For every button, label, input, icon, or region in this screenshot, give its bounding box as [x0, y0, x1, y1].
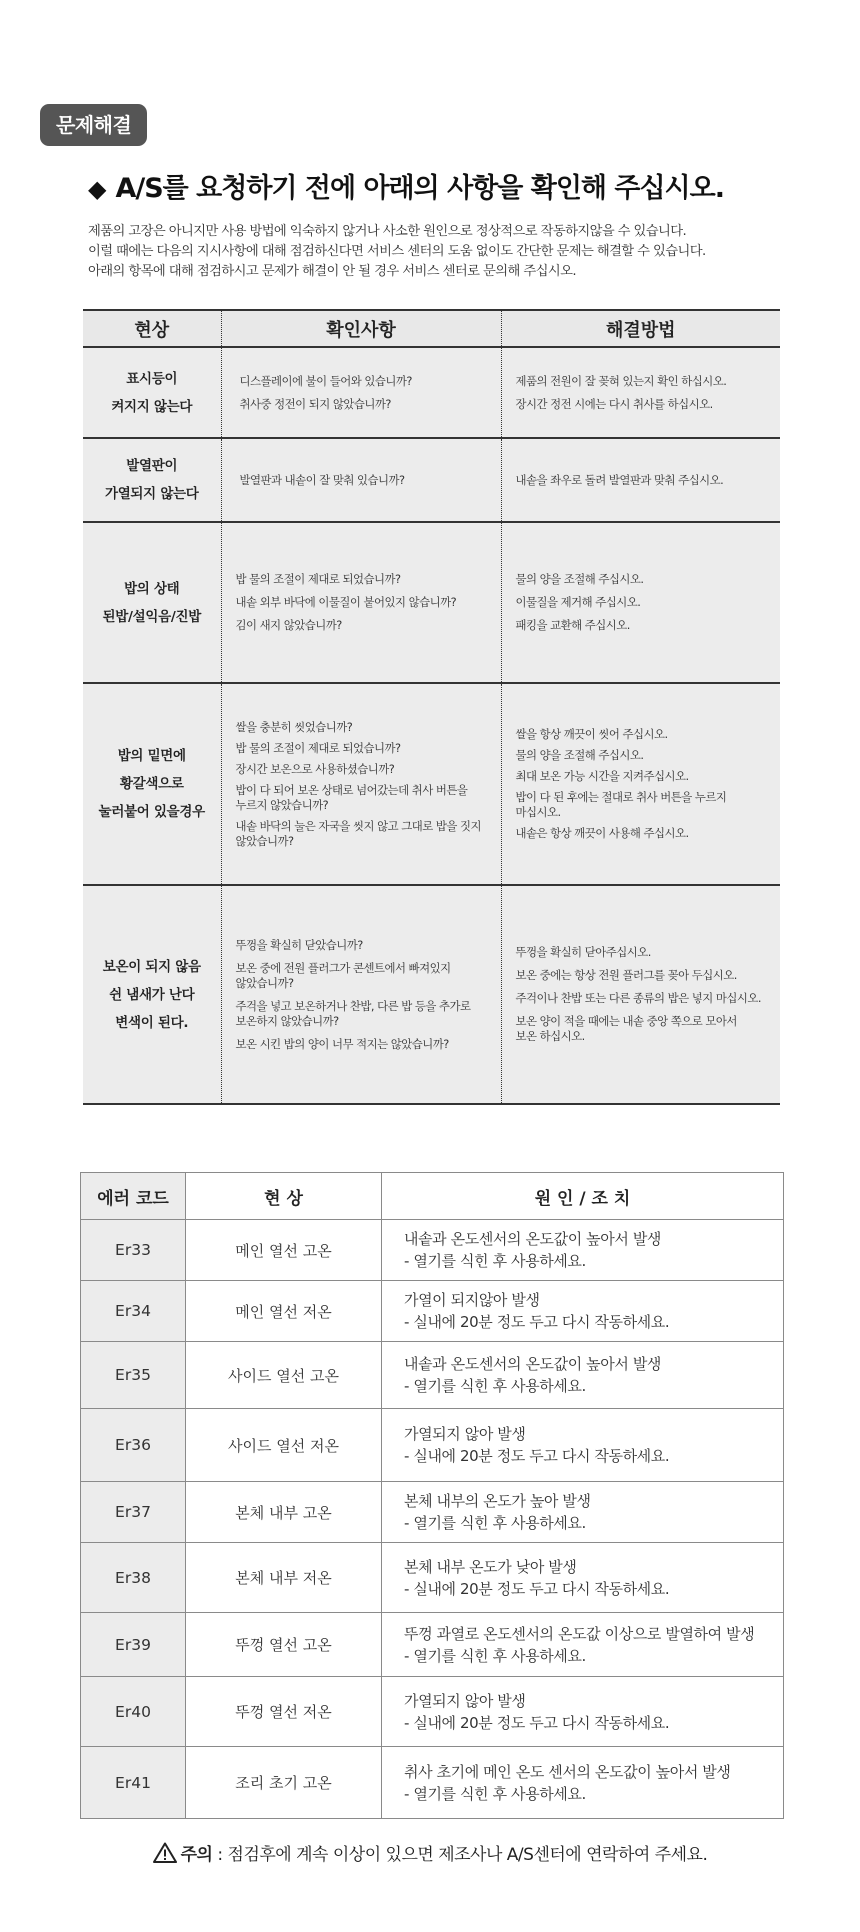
solution-item: 장시간 정전 시에는 다시 취사를 하십시오. [515, 396, 713, 411]
symptom-line: 보온이 되지 않음 [102, 958, 201, 975]
solution-item: 보온 양이 적을 때에는 내솥 중앙 쪽으로 모아서 보온 하십시오. [515, 1014, 737, 1043]
table-row [81, 1747, 784, 1819]
cause-line: - 실내에 20분 정도 두고 다시 작동하세요. [404, 1713, 670, 1732]
table-row [81, 1281, 784, 1342]
solution-item: 제품의 전원이 잘 꽂혀 있는지 확인 하십시오. [515, 373, 727, 388]
symptom-cell [83, 438, 221, 522]
symptom-line: 쉰 냄새가 난다 [109, 986, 195, 1003]
error-code: Er41 [81, 1747, 186, 1819]
solution-item: 최대 보온 가능 시간을 지켜주십시오. [515, 769, 689, 783]
cause-line: - 실내에 20분 정도 두고 다시 작동하세요. [404, 1579, 670, 1598]
notice-label: 주의 [180, 1845, 213, 1865]
table-row [83, 347, 780, 438]
check-item: 내솥 외부 바닥에 이물질이 붙어있지 않습니까? [235, 595, 457, 609]
solution-item: 보온 중에는 항상 전원 플러그를 꽂아 두십시오. [515, 968, 737, 982]
symptom-cell [83, 522, 221, 683]
symptom-line: 밥의 상태 [124, 580, 180, 597]
error-cause [382, 1613, 784, 1677]
cause-line: - 열기를 식힌 후 사용하세요. [404, 1514, 586, 1532]
check-item: 밥 물의 조절이 제대로 되었습니까? [235, 740, 401, 755]
checks-cell [221, 438, 501, 522]
solution-item: 쌀을 항상 깨끗이 씻어 주십시오. [515, 727, 668, 741]
error-cause [382, 1747, 784, 1819]
cause-line: 본체 내부 온도가 낮아 발생 [404, 1557, 577, 1576]
solution-item: 패킹을 교환해 주십시오. [515, 618, 630, 632]
error-header-row [81, 1173, 784, 1220]
table-row [81, 1677, 784, 1747]
error-symptom: 메인 열선 저온 [186, 1281, 382, 1342]
solution-item: 물의 양을 조절해 주십시오. [515, 748, 644, 762]
table-row [83, 522, 780, 683]
check-item: 내솥 바닥의 눌은 자국을 씻지 않고 그대로 밥을 짓지 않았습니까? [235, 818, 482, 848]
error-symptom: 본체 내부 저온 [186, 1543, 382, 1613]
solution-item: 이물질을 제거해 주십시오. [515, 595, 641, 609]
solution-item: 내솥을 좌우로 돌려 발열판과 맞춰 주십시오. [515, 472, 724, 487]
check-item: 밥이 다 되어 보온 상태로 넘어갔는데 취사 버튼을 누르지 않았습니까? [235, 782, 468, 812]
intro-text [88, 222, 808, 282]
check-item: 발열판과 내솥이 잘 맞춰 있습니까? [239, 472, 405, 487]
symptom-line: 눌러붙어 있을경우 [98, 804, 205, 820]
symptom-line: 표시등이 [126, 370, 178, 387]
symptom-cell [83, 885, 221, 1104]
solution-item: 뚜껑을 확실히 닫아주십시오. [515, 945, 651, 959]
solutions-cell [501, 885, 780, 1104]
header-error-symptom: 현 상 [186, 1173, 382, 1220]
table-row [81, 1482, 784, 1543]
error-symptom: 메인 열선 고온 [186, 1220, 382, 1281]
error-code: Er36 [81, 1409, 186, 1482]
intro-line: 아래의 항목에 대해 점검하시고 문제가 해결이 안 될 경우 서비스 센터로 문의해 주십시오. [88, 264, 576, 279]
symptom-line: 밥의 밑면에 [117, 748, 186, 764]
table-row [81, 1613, 784, 1677]
header-symptom: 현상 [83, 310, 221, 347]
error-code: Er33 [81, 1220, 186, 1281]
check-item: 뚜껑을 확실히 닫았습니까? [235, 937, 363, 952]
cause-line: - 실내에 20분 정도 두고 다시 작동하세요. [404, 1447, 670, 1465]
cause-line: 내솥과 온도센서의 온도값이 높아서 발생 [404, 1355, 662, 1373]
notice-text: : 점검후에 계속 이상이 있으면 제조사나 A/S센터에 연락하여 주세요. [212, 1845, 708, 1865]
error-code: Er38 [81, 1543, 186, 1613]
cause-line: - 실내에 20분 정도 두고 다시 작동하세요. [404, 1313, 670, 1331]
cause-line: 가열되지 않아 발생 [404, 1691, 526, 1710]
error-symptom: 조리 초기 고온 [186, 1747, 382, 1819]
error-cause [382, 1543, 784, 1613]
table-row [83, 438, 780, 522]
error-code: Er37 [81, 1482, 186, 1543]
check-item: 밥 물의 조절이 제대로 되었습니까? [235, 572, 401, 586]
check-item: 디스플레이에 불이 들어와 있습니까? [239, 373, 412, 388]
header-solutions: 해결방법 [501, 310, 780, 347]
intro-line: 이럴 때에는 다음의 지시사항에 대해 점검하신다면 서비스 센터의 도움 없이도 간단한 문제는 해결할 수 있습니다. [88, 244, 706, 259]
header-error-cause: 원 인 / 조 치 [382, 1173, 784, 1220]
header-error-code: 에러 코드 [81, 1173, 186, 1220]
error-symptom: 뚜껑 열선 고온 [186, 1613, 382, 1677]
checks-cell [221, 347, 501, 438]
table-row [81, 1409, 784, 1482]
solutions-cell [501, 683, 780, 885]
table-row [81, 1543, 784, 1613]
troubleshooting-header-row [83, 310, 780, 347]
cause-line: - 열기를 식힌 후 사용하세요. [404, 1252, 586, 1270]
error-cause [382, 1482, 784, 1543]
checks-cell [221, 522, 501, 683]
table-row [83, 885, 780, 1104]
error-cause [382, 1409, 784, 1482]
intro-line: 제품의 고장은 아니지만 사용 방법에 익숙하지 않거나 사소한 원인으로 정상적으로 작동하지않을 수 있습니다. [88, 224, 687, 239]
troubleshooting-table [83, 309, 780, 1105]
cause-line: - 열기를 식힌 후 사용하세요. [404, 1784, 586, 1803]
cause-line: 가열되지 않아 발생 [404, 1425, 526, 1443]
error-code-table [80, 1172, 784, 1819]
solution-item: 주걱이나 찬밥 또는 다른 종류의 밥은 넣지 마십시오. [515, 991, 762, 1005]
symptom-line: 발열판이 [126, 458, 178, 474]
table-row [83, 683, 780, 885]
error-code: Er40 [81, 1677, 186, 1747]
check-item: 주걱을 넣고 보온하거나 찬밥, 다른 밥 등을 추가로 보온하지 않았습니까? [235, 998, 471, 1028]
error-symptom: 사이드 열선 저온 [186, 1409, 382, 1482]
symptom-line: 황갈색으로 [119, 776, 184, 792]
symptom-line: 가열되지 않는다 [104, 486, 199, 502]
check-item: 김이 새지 않았습니까? [235, 618, 342, 632]
symptom-line: 된밥/설익음/진밥 [102, 608, 201, 625]
symptom-line: 변색이 된다. [115, 1014, 189, 1031]
cause-line: 가열이 되지않아 발생 [404, 1291, 540, 1309]
error-cause [382, 1281, 784, 1342]
solution-item: 내솥은 항상 깨끗이 사용해 주십시오. [515, 826, 689, 840]
check-item: 보온 시킨 밥의 양이 너무 적지는 않았습니까? [235, 1036, 449, 1051]
check-item: 장시간 보온으로 사용하셨습니까? [235, 761, 395, 776]
cause-line: 뚜껑 과열로 온도센서의 온도값 이상으로 발열하여 발생 [404, 1624, 755, 1643]
page-title [88, 166, 828, 205]
solution-item: 밥이 다 된 후에는 절대로 취사 버튼을 누르지 마십시오. [515, 790, 727, 819]
warning-icon [153, 1842, 177, 1868]
error-cause [382, 1220, 784, 1281]
cause-line: 본체 내부의 온도가 높아 발생 [404, 1492, 591, 1510]
solutions-cell [501, 438, 780, 522]
check-item: 보온 중에 전원 플러그가 콘센트에서 빠져있지 않았습니까? [235, 960, 451, 990]
check-item: 취사중 정전이 되지 않았습니까? [239, 396, 391, 411]
table-row [81, 1220, 784, 1281]
diamond-bullet-icon: ◆ [88, 175, 106, 203]
check-item: 쌀을 충분히 씻었습니까? [235, 719, 353, 734]
symptom-cell [83, 347, 221, 438]
solutions-cell [501, 347, 780, 438]
cause-line: 내솥과 온도센서의 온도값이 높아서 발생 [404, 1230, 662, 1248]
header-checks: 확인사항 [221, 310, 501, 347]
symptom-line: 켜지지 않는다 [111, 398, 193, 415]
cause-line: 취사 초기에 메인 온도 센서의 온도값이 높아서 발생 [404, 1762, 731, 1781]
page-title-text: A/S를 요청하기 전에 아래의 사항을 확인해 주십시오. [115, 173, 724, 204]
error-code: Er39 [81, 1613, 186, 1677]
error-symptom: 뚜껑 열선 저온 [186, 1677, 382, 1747]
cause-line: - 열기를 식힌 후 사용하세요. [404, 1377, 586, 1395]
error-code: Er34 [81, 1281, 186, 1342]
section-badge: 문제해결 [40, 104, 147, 146]
error-symptom: 본체 내부 고온 [186, 1482, 382, 1543]
error-cause [382, 1677, 784, 1747]
error-symptom: 사이드 열선 고온 [186, 1342, 382, 1409]
notice [0, 1840, 860, 1868]
cause-line: - 열기를 식힌 후 사용하세요. [404, 1646, 586, 1665]
checks-cell [221, 885, 501, 1104]
solution-item: 물의 양을 조절해 주십시오. [515, 572, 644, 586]
symptom-cell [83, 683, 221, 885]
table-row [81, 1342, 784, 1409]
solutions-cell [501, 522, 780, 683]
error-code: Er35 [81, 1342, 186, 1409]
checks-cell [221, 683, 501, 885]
error-cause [382, 1342, 784, 1409]
